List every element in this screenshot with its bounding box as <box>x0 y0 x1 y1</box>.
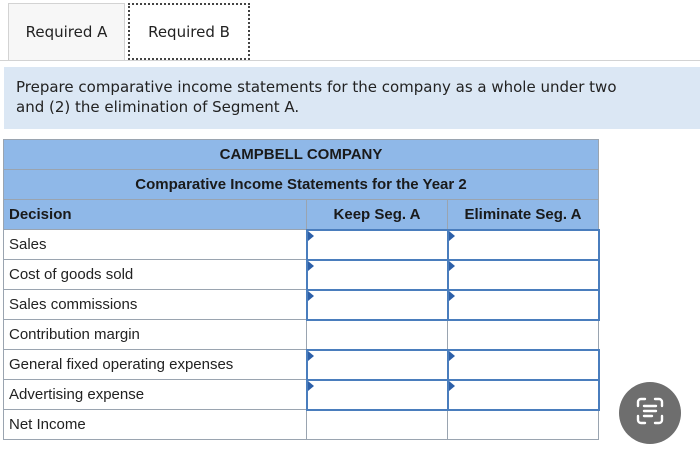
tab-divider <box>0 60 700 61</box>
instructions <box>4 67 700 129</box>
column-header-decision: Decision <box>4 200 307 230</box>
row-label-fixed-expenses: General fixed operating expenses <box>4 350 307 380</box>
row-label-advertising: Advertising expense <box>4 380 307 410</box>
tab-bar <box>0 0 700 62</box>
income-statement-table <box>3 139 600 440</box>
sales-keep-input[interactable] <box>307 230 448 260</box>
fixed-expenses-keep-input[interactable] <box>307 350 448 380</box>
advertising-eliminate-input[interactable] <box>448 380 599 410</box>
row-label-contribution-margin: Contribution margin <box>4 320 307 350</box>
tab-required-a[interactable]: Required A <box>8 3 125 60</box>
commissions-keep-input[interactable] <box>307 290 448 320</box>
table-row <box>4 380 599 410</box>
cogs-keep-input[interactable] <box>307 260 448 290</box>
row-label-net-income: Net Income <box>4 410 307 440</box>
column-header-keep: Keep Seg. A <box>307 200 448 230</box>
contribution-margin-eliminate-value <box>448 320 599 350</box>
column-header-eliminate: Eliminate Seg. A <box>448 200 599 230</box>
table-row <box>4 320 599 350</box>
contribution-margin-keep-value <box>307 320 448 350</box>
statement-title: Comparative Income Statements for the Year 2 <box>4 170 599 200</box>
table-row <box>4 230 599 260</box>
text-scan-icon <box>634 395 666 432</box>
company-name: CAMPBELL COMPANY <box>4 140 599 170</box>
sales-eliminate-input[interactable] <box>448 230 599 260</box>
tab-required-b[interactable]: Required B <box>128 3 250 60</box>
fixed-expenses-eliminate-input[interactable] <box>448 350 599 380</box>
row-label-commissions: Sales commissions <box>4 290 307 320</box>
cogs-eliminate-input[interactable] <box>448 260 599 290</box>
instructions-line-1: Prepare comparative income statements for the company as a whole under two <box>16 78 617 96</box>
table-row <box>4 350 599 380</box>
row-label-sales: Sales <box>4 230 307 260</box>
net-income-keep-value <box>307 410 448 440</box>
table-row <box>4 290 599 320</box>
table-row <box>4 260 599 290</box>
net-income-eliminate-value <box>448 410 599 440</box>
commissions-eliminate-input[interactable] <box>448 290 599 320</box>
row-label-cogs: Cost of goods sold <box>4 260 307 290</box>
text-scan-button[interactable] <box>619 382 681 444</box>
table-row <box>4 410 599 440</box>
instructions-line-2: and (2) the elimination of Segment A. <box>16 98 300 116</box>
advertising-keep-input[interactable] <box>307 380 448 410</box>
